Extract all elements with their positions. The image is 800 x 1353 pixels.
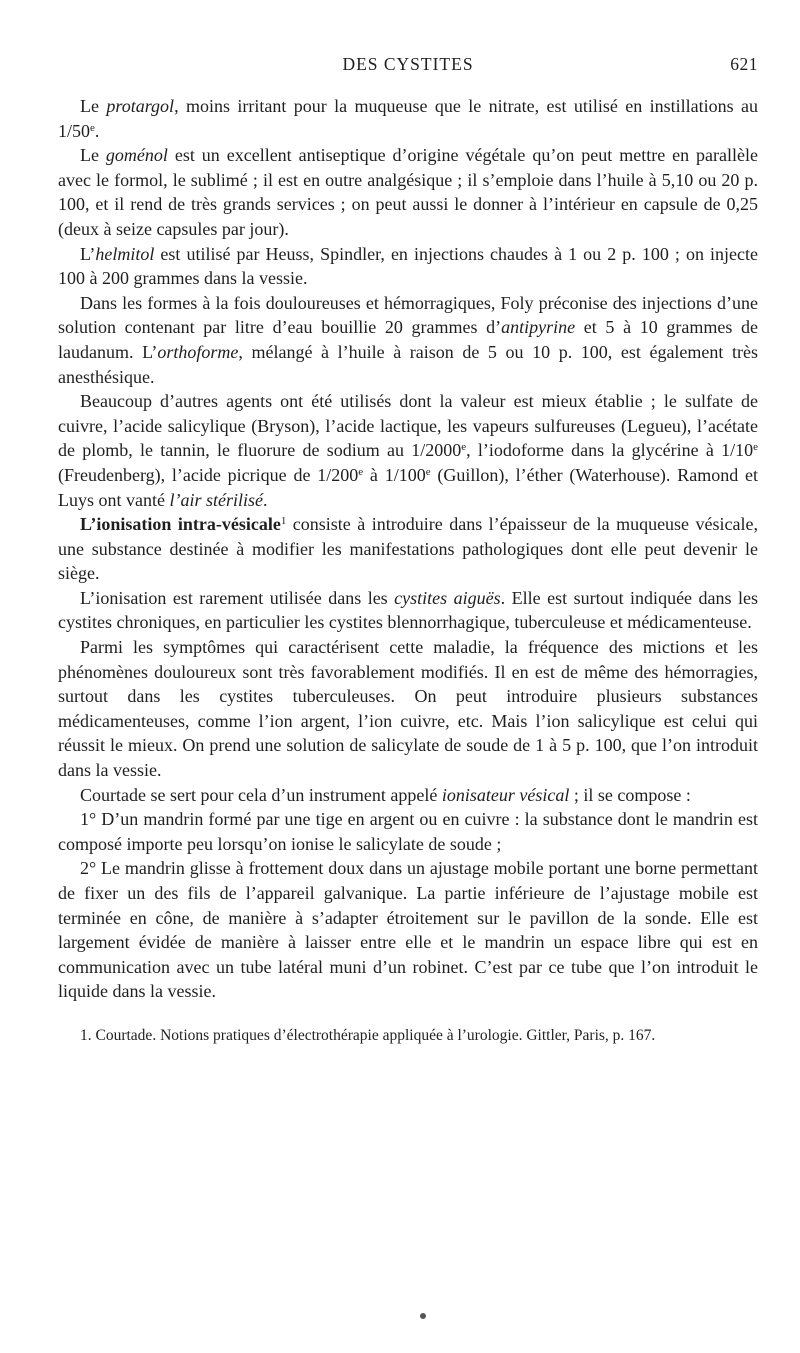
superscript: e <box>461 441 467 454</box>
italic-text: goménol <box>105 145 168 166</box>
italic-text: helmitol <box>95 243 155 264</box>
text-segment: , mélangé à l’huile à raison de 5 ou 10 p. 100, est également très anesthésique. <box>58 341 758 387</box>
paragraph <box>58 291 758 389</box>
bold-text: L’ionisation intra-vésicale <box>80 514 281 535</box>
text-segment: Parmi les symptômes qui caractérisent cette maladie, la fréquence des mictions et les phénomènes douloureux sont très favorablement modifiés. Il en est de même des hémorragies, surtout dans les cystites tuberculeuses. On peut introduire plusieurs substances médicamenteuses, comme l’ion argent, l’ion cuivre, etc. Mais l’ion salicylique est celui qui réussit le mieux. On prend une solution de salicylate de soude de 1 à 5 p. 100, que l’on introduit dans la vessie. <box>58 637 758 781</box>
text-segment: et 5 à 10 grammes de laudanum. L’ <box>58 317 758 362</box>
paragraph <box>58 512 758 586</box>
text-segment: consiste à introduire dans l’épaisseur de la muqueuse vésicale, une substance destinée à modifier les manifestations pathologiques dont elle peut devenir le siège. <box>58 514 758 584</box>
text-segment: 2° Le mandrin glisse à frottement doux dans un ajustage mobile portant une borne permettant de fixer un des fils de l’appareil galvanique. La partie inférieure de l’ajustage mobile est terminée en cône, de manière à s’adapter étroitement sur le pavillon de la sonde. Elle est largement évidée de manière à laisser entre elle et le mandrin un espace libre qui est en communication avec un tube latéral muni d’un robinet. C’est par ce tube que l’on introduit le liquide dans la vessie. <box>58 858 758 1002</box>
text-segment: ; il se compose : <box>569 784 691 805</box>
italic-text: ionisateur vésical <box>441 784 570 805</box>
paragraph <box>58 242 758 291</box>
paragraph <box>58 635 758 783</box>
text-segment: , l’iodoforme dans la glycérine à 1/10 <box>466 440 754 461</box>
text-segment: Courtade se sert pour cela d’un instrument appelé <box>80 784 442 805</box>
italic-text: protargol <box>106 96 175 116</box>
paragraph <box>58 586 758 635</box>
text-segment: à 1/100 <box>363 464 426 485</box>
paragraph <box>58 807 758 856</box>
italic-text: cystites aiguës <box>394 587 501 608</box>
paragraph <box>58 389 758 512</box>
paragraph <box>58 783 758 808</box>
text-segment: Le <box>80 145 106 166</box>
text-segment: L’ <box>80 243 96 264</box>
superscript: e <box>425 465 431 478</box>
text-segment: est un excellent antiseptique d’origine végétale qu’on peut mettre en parallèle avec le formol, le sublimé ; il est en outre analgésique ; il s’emploie dans l’huile à 5,10 ou 20 p. 100, et il rend de très grands services ; on peut aussi le donner à l’intérieur en capsule de 0,25 (deux à seize capsules par jour). <box>58 145 758 239</box>
text-segment: (Freudenberg), l’acide picrique de 1/200 <box>58 464 359 485</box>
text-segment: 1° D’un mandrin formé par une tige en argent ou en cuivre : la substance dont le mandrin est composé importe peu lorsqu’on ionise le salicylate de soude ; <box>58 809 758 854</box>
body-text <box>58 94 758 1004</box>
italic-text: l’air stérilisé <box>169 489 263 510</box>
text-segment: Dans les formes à la fois douloureuses et hémorragiques, Foly préconise des injections d’une solution contenant par litre d’eau bouillie 20 grammes d’ <box>58 292 758 338</box>
italic-text: antipyrine <box>501 317 576 338</box>
text-segment: (Guillon), l’éther (Waterhouse). Ramond et Luys ont vanté <box>58 464 758 510</box>
running-title: DES CYSTITES <box>342 54 474 74</box>
paragraph <box>58 856 758 1004</box>
text-segment: Beaucoup d’autres agents ont été utilisés dont la valeur est mieux établie ; le sulfate de cuivre, l’acide salicylique (Bryson), l’acide lactique, les vapeurs sulfureuses (Legueu), l’acétate de plomb, le tannin, le fluorure de sodium au 1/2000 <box>58 391 758 461</box>
running-head <box>58 54 758 94</box>
footnote: 1. Courtade. Notions pratiques d’électrothérapie appliquée à l’urologie. Gittler, Paris, p. 167. <box>80 1026 656 1044</box>
text-segment: . <box>262 489 268 510</box>
page <box>58 0 758 1046</box>
superscript: e <box>753 441 758 454</box>
text-segment: L’ionisation est rarement utilisée dans les <box>80 587 395 608</box>
superscript: e <box>358 465 364 478</box>
italic-text: orthoforme <box>157 341 239 362</box>
paragraph <box>58 94 758 143</box>
page-number: 621 <box>730 54 758 74</box>
text-segment: , moins irritant pour la muqueuse que le nitrate, est utilisé en instillations au 1/50 <box>58 96 759 141</box>
text-segment: . Elle est surtout indiquée dans les cystites chroniques, en particulier les cystites blennorrhagique, tuberculeuse et médicamenteuse. <box>58 587 758 633</box>
page-dot-mark <box>420 1313 426 1319</box>
superscript: 1 <box>280 515 287 528</box>
text-segment: Le <box>80 96 107 116</box>
paragraph <box>58 143 758 241</box>
text-segment: . <box>94 120 100 141</box>
text-segment: est utilisé par Heuss, Spindler, en injections chaudes à 1 ou 2 p. 100 ; on injecte 100 à 200 grammes dans la vessie. <box>58 243 758 289</box>
superscript: e <box>90 121 95 134</box>
